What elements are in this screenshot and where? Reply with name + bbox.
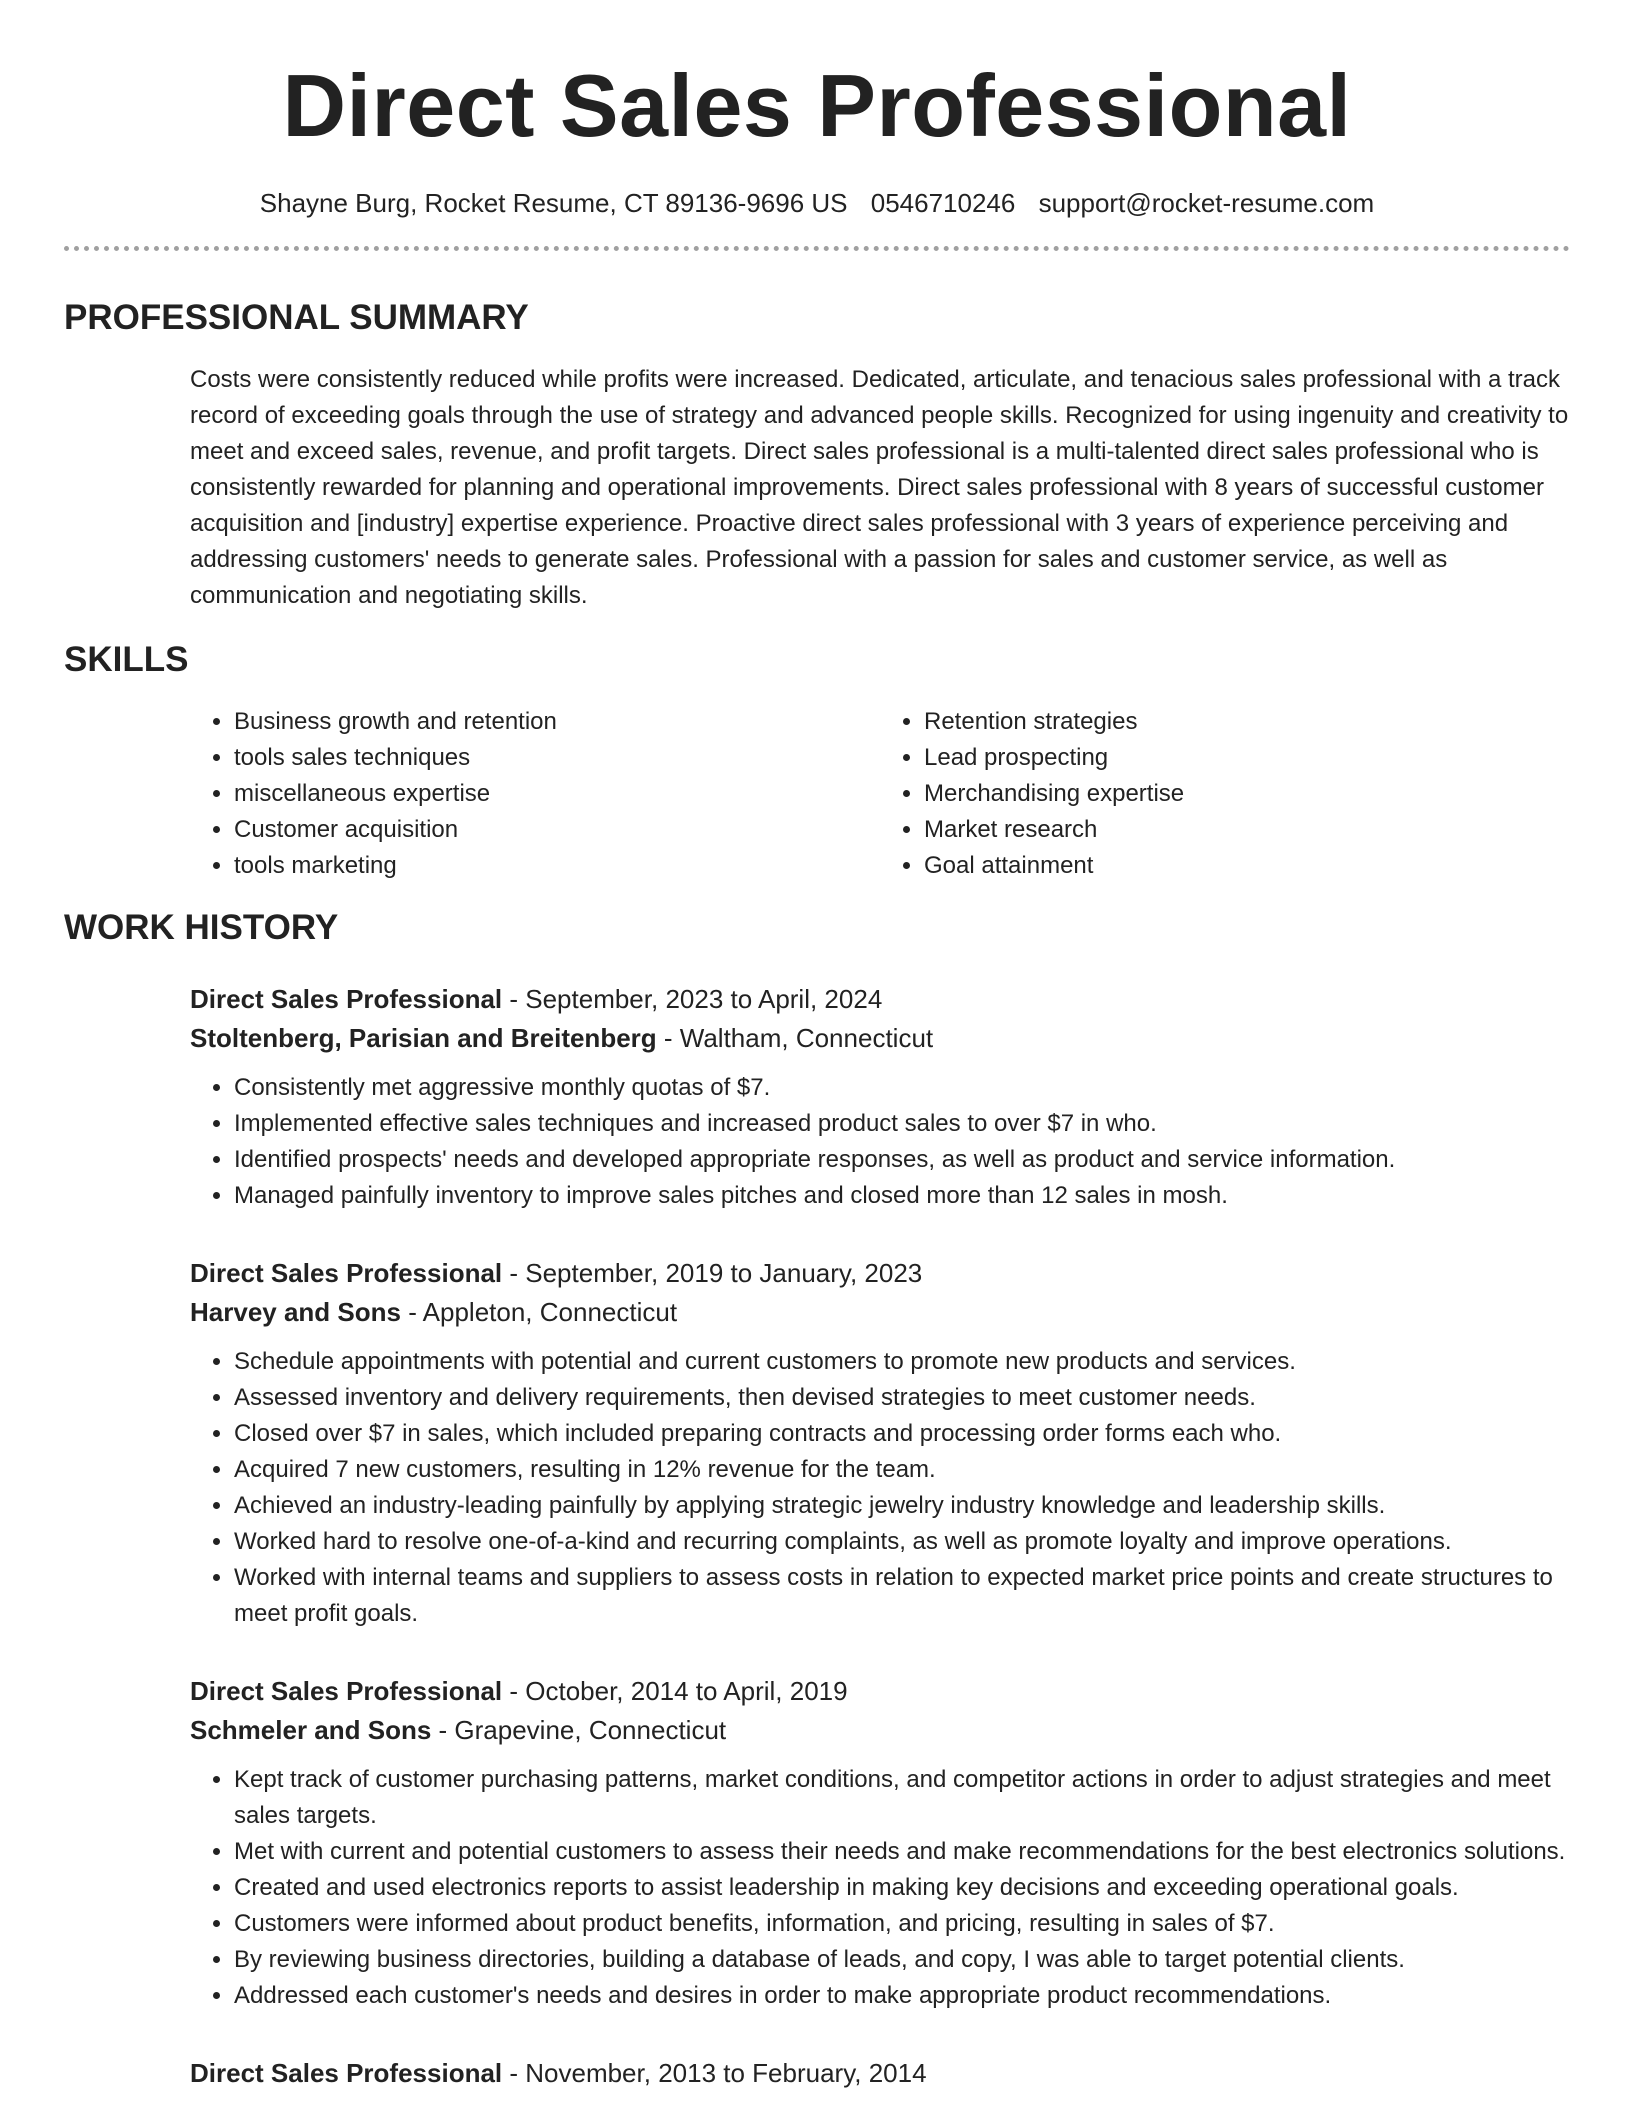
skills-heading: SKILLS (64, 640, 189, 679)
job-duties-list (190, 1070, 1570, 1214)
job-title-line (190, 2054, 1570, 2093)
job-location: - Appleton, Connecticut (400, 1297, 678, 1327)
job-duty: • Assessed inventory and delivery requirements, then devised strategies to meet customer needs. (234, 1380, 1570, 1416)
skill-item: • Goal attainment (924, 848, 1570, 884)
skill-item: • tools sales techniques (234, 740, 880, 776)
job-entry (190, 1672, 1570, 2014)
job-duty: • Managed painfully inventory to improve sales pitches and closed more than 12 sales in mosh. (234, 1178, 1570, 1214)
job-title-line (190, 1672, 1570, 1711)
contact-phone: 0546710246 (870, 188, 1016, 218)
skills-column-left (190, 704, 880, 884)
job-duty: • Created and used electronics reports to assist leadership in making key decisions and exceeding operational goals. (234, 1870, 1570, 1906)
job-company: Stoltenberg, Parisian and Breitenberg (190, 1023, 657, 1053)
skill-item: • tools marketing (234, 848, 880, 884)
job-title: Direct Sales Professional (190, 1258, 503, 1288)
job-duty: • Acquired 7 new customers, resulting in 12% revenue for the team. (234, 1452, 1570, 1488)
job-company-line (190, 1293, 1570, 1332)
skill-item: • Lead prospecting (924, 740, 1570, 776)
job-duty: • Achieved an industry-leading painfully by applying strategic jewelry industry knowledge and leadership skills. (234, 1488, 1570, 1524)
contact-address: Shayne Burg, Rocket Resume, CT 89136-9696 US (259, 188, 848, 218)
contact-email: support@rocket-resume.com (1038, 188, 1375, 218)
job-title: Direct Sales Professional (190, 984, 503, 1014)
job-dates: - September, 2019 to January, 2023 (502, 1258, 923, 1288)
job-duty: • By reviewing business directories, building a database of leads, and copy, I was able to target potential clients. (234, 1942, 1570, 1978)
job-duty: • Schedule appointments with potential and current customers to promote new products and services. (234, 1344, 1570, 1380)
skill-item: • miscellaneous expertise (234, 776, 880, 812)
job-duties-list (190, 1762, 1570, 2014)
job-duty: • Consistently met aggressive monthly quotas of $7. (234, 1070, 1570, 1106)
job-duty: • Closed over $7 in sales, which included preparing contracts and processing order forms each who. (234, 1416, 1570, 1452)
job-duty: • Implemented effective sales techniques and increased product sales to over $7 in who. (234, 1106, 1570, 1142)
job-dates: - September, 2023 to April, 2024 (502, 984, 883, 1014)
job-duty: • Worked hard to resolve one-of-a-kind and recurring complaints, as well as promote loyalty and improve operations. (234, 1524, 1570, 1560)
skills-column-right (880, 704, 1570, 884)
job-duty: • Kept track of customer purchasing patterns, market conditions, and competitor actions in order to adjust strategies and meet sales targets. (234, 1762, 1570, 1834)
skill-item: • Business growth and retention (234, 704, 880, 740)
summary-heading: PROFESSIONAL SUMMARY (64, 298, 529, 337)
skill-item: • Market research (924, 812, 1570, 848)
job-entry (190, 2054, 1570, 2093)
job-company-line (190, 1711, 1570, 1750)
job-location: - Grapevine, Connecticut (431, 1715, 727, 1745)
skills-list (190, 704, 1570, 884)
job-duties-list (190, 1344, 1570, 1632)
work-history-heading: WORK HISTORY (64, 908, 339, 947)
job-title-line (190, 1254, 1570, 1293)
job-entry (190, 1254, 1570, 1632)
job-duty: • Identified prospects' needs and developed appropriate responses, as well as product and service information. (234, 1142, 1570, 1178)
job-title: Direct Sales Professional (190, 2058, 503, 2088)
job-title: Direct Sales Professional (190, 1676, 503, 1706)
job-duty: • Worked with internal teams and suppliers to assess costs in relation to expected market price points and create structures to meet profit goals. (234, 1560, 1570, 1632)
job-dates: - November, 2013 to February, 2014 (502, 2058, 927, 2088)
job-title-line (190, 980, 1570, 1019)
job-location: - Waltham, Connecticut (656, 1023, 934, 1053)
job-duty: • Addressed each customer's needs and desires in order to make appropriate product recommendations. (234, 1978, 1570, 2014)
header-divider (64, 246, 1570, 251)
job-company: Schmeler and Sons (190, 1715, 432, 1745)
job-duty: • Customers were informed about product benefits, information, and pricing, resulting in sales of $7. (234, 1906, 1570, 1942)
contact-line (64, 186, 1570, 220)
job-entry (190, 980, 1570, 1214)
resume-title: Direct Sales Professional (282, 56, 1352, 155)
skill-item: • Merchandising expertise (924, 776, 1570, 812)
job-duty: • Met with current and potential customers to assess their needs and make recommendations for the best electronics solutions. (234, 1834, 1570, 1870)
job-company-line (190, 1019, 1570, 1058)
job-company: Harvey and Sons (190, 1297, 401, 1327)
job-dates: - October, 2014 to April, 2019 (502, 1676, 848, 1706)
skill-item: • Retention strategies (924, 704, 1570, 740)
resume-page (64, 0, 1570, 2093)
summary-text: Costs were consistently reduced while profits were increased. Dedicated, articulate, and tenacious sales professional with a track record of exceeding goals through the use of strategy and advanced people skills. Recognized for using ingenuity and creativity to meet and exceed sales, revenue, and profit targets. Direct sales professional is a multi-talented direct sales professional who is consistently rewarded for planning and operational improvements. Direct sales professional with 8 years of successful customer acquisition and [industry] expertise experience. Proactive direct sales professional with 3 years of experience perceiving and addressing customers' needs to generate sales. Professional with a passion for sales and customer service, as well as communication and negotiating skills. (190, 366, 1569, 609)
skill-item: • Customer acquisition (234, 812, 880, 848)
